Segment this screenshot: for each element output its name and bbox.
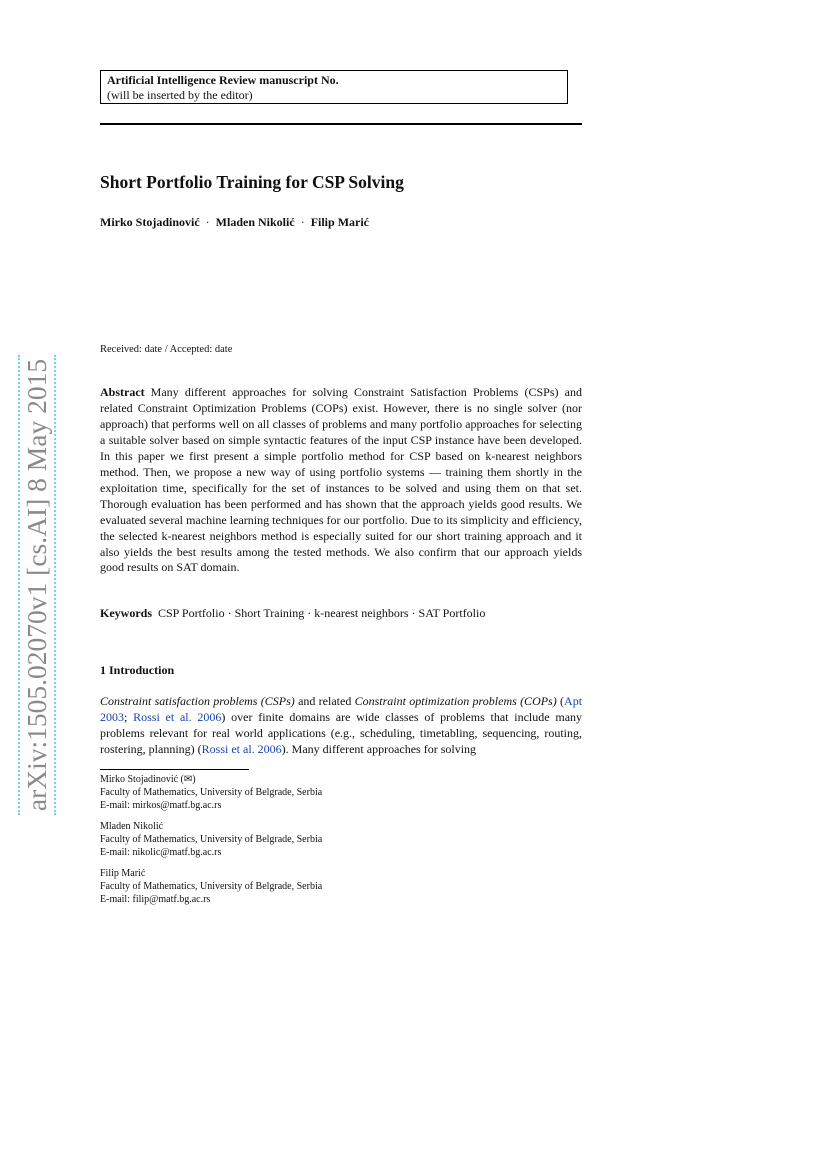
keywords-label: Keywords — [100, 606, 152, 620]
author-list — [100, 214, 582, 230]
citation-link[interactable]: Apt 2003 — [100, 694, 583, 724]
citation-link[interactable]: Rossi et al. 2006 — [133, 710, 222, 724]
footnote-author — [100, 773, 582, 812]
paper-title: Short Portfolio Training for CSP Solving — [100, 172, 404, 192]
footnote-email: E-mail: filip@matf.bg.ac.rs — [100, 894, 211, 905]
footnote-author — [100, 820, 582, 859]
abstract-label: Abstract — [100, 385, 145, 399]
intro-text: ) over finite domains are wide classes of problems that include many problems relevant for real world applications (e.g., scheduling, timetabling, sequencing, routing, rostering, planning) ( — [100, 710, 583, 756]
intro-text: ; — [124, 710, 128, 724]
journal-header-box — [100, 70, 568, 104]
author-name: Mladen Nikolić — [215, 215, 295, 229]
footnote-rule — [100, 769, 249, 770]
footnote-email: E-mail: mirkos@matf.bg.ac.rs — [100, 800, 222, 811]
footnote-affiliation: Faculty of Mathematics, University of Belgrade, Serbia — [100, 834, 323, 845]
journal-title: Artificial Intelligence Review manuscript No. — [107, 73, 339, 87]
section-heading: 1 Introduction — [100, 663, 175, 677]
term-cop: Constraint optimization problems (COPs) — [354, 694, 557, 708]
footnote-affiliation: Faculty of Mathematics, University of Belgrade, Serbia — [100, 787, 323, 798]
author-name: Filip Marić — [310, 215, 370, 229]
intro-text: and related — [298, 694, 352, 708]
received-date: Received: date / Accepted: date — [100, 344, 233, 355]
footnote-name: Mirko Stojadinović (✉) — [100, 774, 196, 785]
author-separator: · — [205, 215, 210, 229]
term-csp: Constraint satisfaction problems (CSPs) — [100, 694, 295, 708]
intro-text: ). Many different approaches for solving — [281, 742, 477, 756]
footnote-email: E-mail: nikolic@matf.bg.ac.rs — [100, 847, 222, 858]
journal-note: (will be inserted by the editor) — [107, 88, 253, 102]
header-rule — [100, 123, 582, 125]
introduction-paragraph — [100, 693, 582, 757]
author-name: Mirko Stojadinović — [100, 215, 200, 229]
author-footnotes — [100, 773, 582, 914]
abstract — [100, 385, 582, 576]
citation-link[interactable]: Rossi et al. 2006 — [201, 742, 282, 756]
keywords — [100, 605, 582, 621]
intro-text: ( — [560, 694, 565, 708]
footnote-author — [100, 867, 582, 906]
author-separator: · — [300, 215, 305, 229]
abstract-text: Many different approaches for solving Constraint Satisfaction Problems (CSPs) and related Constraint Optimization Problems (COPs) exist. However, there is no single solver (nor approach) that performs well on all classes of problems and many portfolio approaches for selecting a suitable solver based on simple syntactic features of the input CSP instance have been developed. In this paper we first present a simple portfolio method for CSP based on k-nearest neighbors method. Then, we propose a new way of using portfolio systems — training them shortly in the exploitation time, specifically for the set of instances to be solved and using them on that set. Thorough evaluation has been performed and has shown that the approach yields good results. We evaluated several machine learning techniques for our portfolio. Due to its simplicity and efficiency, the selected k-nearest neighbors method is especially suited for our short training approach and it also yields the best results among the tested methods. We also confirm that our approach yields good results on SAT domain. — [100, 385, 582, 575]
footnote-name: Filip Marić — [100, 868, 146, 879]
footnote-name: Mladen Nikolić — [100, 821, 164, 832]
keywords-text: CSP Portfolio · Short Training · k-nearest neighbors · SAT Portfolio — [158, 606, 486, 620]
footnote-affiliation: Faculty of Mathematics, University of Belgrade, Serbia — [100, 881, 323, 892]
arxiv-stamp[interactable]: arXiv:1505.02070v1 [cs.AI] 8 May 2015 — [18, 355, 56, 815]
